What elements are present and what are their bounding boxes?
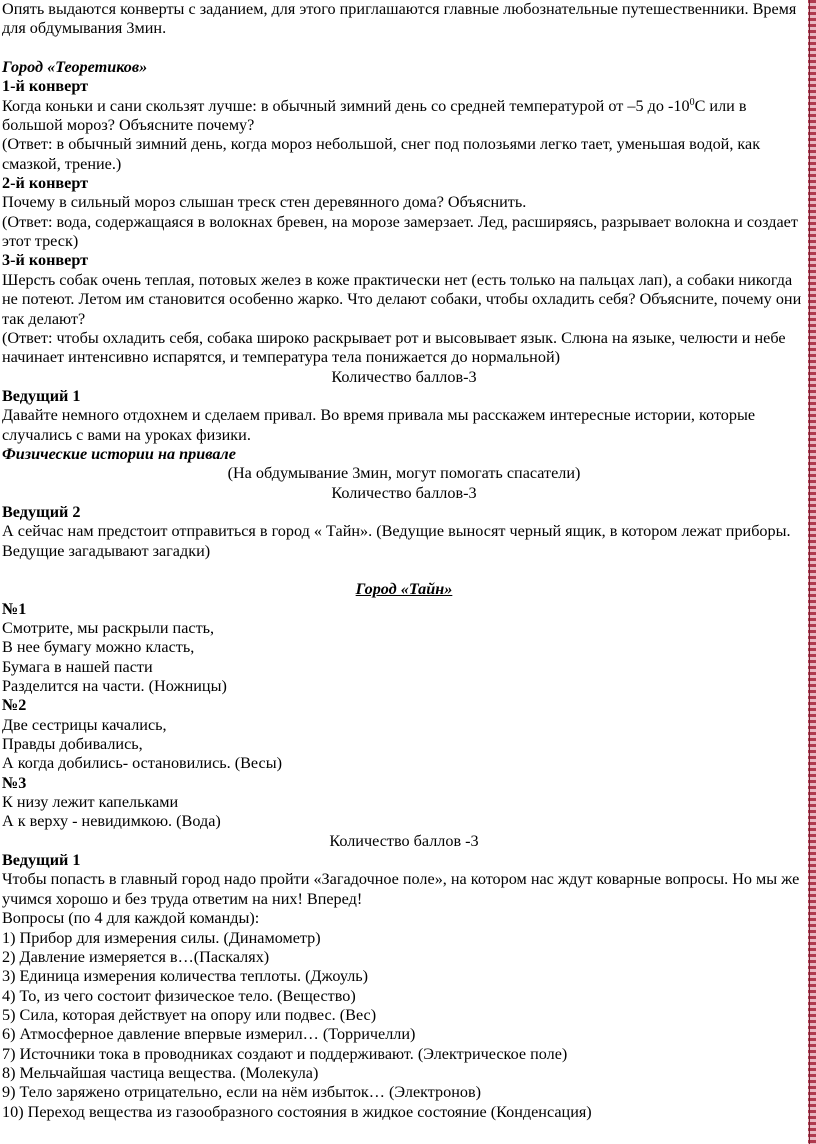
question-item: 8) Мельчайшая частица вещества. (Молекула) (2, 1063, 319, 1082)
envelope-3-answer: (Ответ: чтобы охладить себя, собака широко раскрывает рот и высовывает язык. Слюна на языке, челюсти и небе начинает интенсивно испарятся, и температура тела понижается до нормальной) (2, 328, 786, 367)
host-1-second-label: Ведущий 1 (2, 851, 81, 870)
envelope-3-label: 3-й конверт (2, 251, 89, 270)
question-item: 10) Переход вещества из газообразного состояния в жидкое состояние (Конденсация) (2, 1102, 592, 1121)
riddle-line: Две сестрицы качались, (2, 715, 167, 734)
riddle-line: К низу лежит капельками (2, 793, 179, 812)
riddle-line: А к верху - невидимкою. (Вода) (2, 812, 221, 831)
question-item: 4) То, из чего состоит физическое тело. (Вещество) (2, 986, 356, 1005)
riddle-line: В нее бумагу можно класть, (2, 638, 195, 657)
intro-text: Опять выдаются конверты с заданием, для этого приглашаются главные любознательные путешественники. Время для обдумывания 3мин. (2, 0, 797, 38)
question-item: 1) Прибор для измерения силы. (Динамометр) (2, 928, 321, 947)
stories-score: Количество баллов-3 (331, 483, 477, 502)
riddle-1-number: №1 (2, 599, 27, 618)
envelope-3-question: Шерсть собак очень теплая, потовых желез в коже практически нет (есть только на пальцах лап), а собаки никогда не потеют. Летом им становится особенно жарко. Что делают собаки, чтобы охладить себя? Объясните, почему они так делают? (2, 270, 802, 328)
envelope-1-label: 1-й конверт (2, 77, 89, 96)
question-item: 3) Единица измерения количества теплоты. (Джоуль) (2, 967, 369, 986)
riddle-line: А когда добились- остановились. (Весы) (2, 754, 282, 773)
question-item: 9) Тело заряжено отрицательно, если на нём избыток… (Электронов) (2, 1083, 482, 1102)
host-1-second-text: Чтобы попасть в главный город надо пройти «Загадочное поле», на котором нас ждут коварные вопросы. Но мы же учимся хорошо и без труда ответим на них! Вперед! (2, 870, 800, 908)
riddle-line: Смотрите, мы раскрыли пасть, (2, 619, 215, 637)
envelope-1-question-end: С или в большой мороз? Объясните почему? (2, 96, 747, 135)
host-2-label: Ведущий 2 (2, 502, 81, 521)
riddle-line: Правды добивались, (2, 735, 143, 754)
degree-superscript: 0 (689, 96, 695, 108)
envelope-1-answer: (Ответ: в обычный зимний день, когда мороз небольшой, снег под полозьями легко тает, уменьшая водой, как смазкой, трение.) (2, 135, 761, 173)
city-secrets-score: Количество баллов -3 (329, 831, 479, 850)
riddle-line: Бумага в нашей пасти (2, 657, 153, 676)
riddle-3-number: №3 (2, 773, 27, 792)
question-item: 6) Атмосферное давление впервые измерил… (Торричелли) (2, 1025, 416, 1044)
envelope-1-question-start: Когда коньки и сани скользят лучше: в обычный зимний день со средней температурой от –5 до -10 (2, 96, 690, 115)
host-2-text: А сейчас нам предстоит отправиться в город « Тайн». (Ведущие выносят черный ящик, в котором лежат приборы. Ведущие загадывают загадки) (2, 522, 791, 560)
question-item: 5) Сила, которая действует на опору или подвес. (Вес) (2, 1005, 377, 1024)
city-secrets-title: Город «Тайн» (355, 580, 453, 599)
stories-note: (На обдумывание 3мин, могут помогать спасатели) (227, 464, 581, 483)
riddle-2-number: №2 (2, 696, 27, 715)
envelope-1-question (2, 97, 806, 136)
stories-title: Физические истории на привале (2, 444, 236, 463)
host-1-label: Ведущий 1 (2, 386, 81, 405)
page-right-border (808, 0, 816, 1144)
riddle-line: Разделится на части. (Ножницы) (2, 677, 227, 696)
host-1-text: Давайте немного отдохнем и сделаем привал. Во время привала мы расскажем интересные истории, которые случались с вами на уроках физики. (2, 406, 756, 444)
spacer (2, 39, 806, 58)
city-theorists-title: Город «Теоретиков» (2, 58, 148, 77)
question-item: 2) Давление измеряется в…(Паскалях) (2, 947, 270, 966)
questions-header: Вопросы (по 4 для каждой команды): (2, 909, 260, 928)
city-theorists-score: Количество баллов-3 (331, 367, 477, 386)
envelope-2-question: Почему в сильный мороз слышан треск стен деревянного дома? Объяснить. (2, 193, 527, 212)
question-item: 7) Источники тока в проводниках создают и поддерживают. (Электрическое поле) (2, 1044, 568, 1063)
envelope-2-label: 2-й конверт (2, 174, 89, 193)
envelope-2-answer: (Ответ: вода, содержащаяся в волокнах бревен, на морозе замерзает. Лед, расширяясь, разрывает волокна и создает этот треск) (2, 212, 798, 251)
spacer (2, 561, 806, 580)
